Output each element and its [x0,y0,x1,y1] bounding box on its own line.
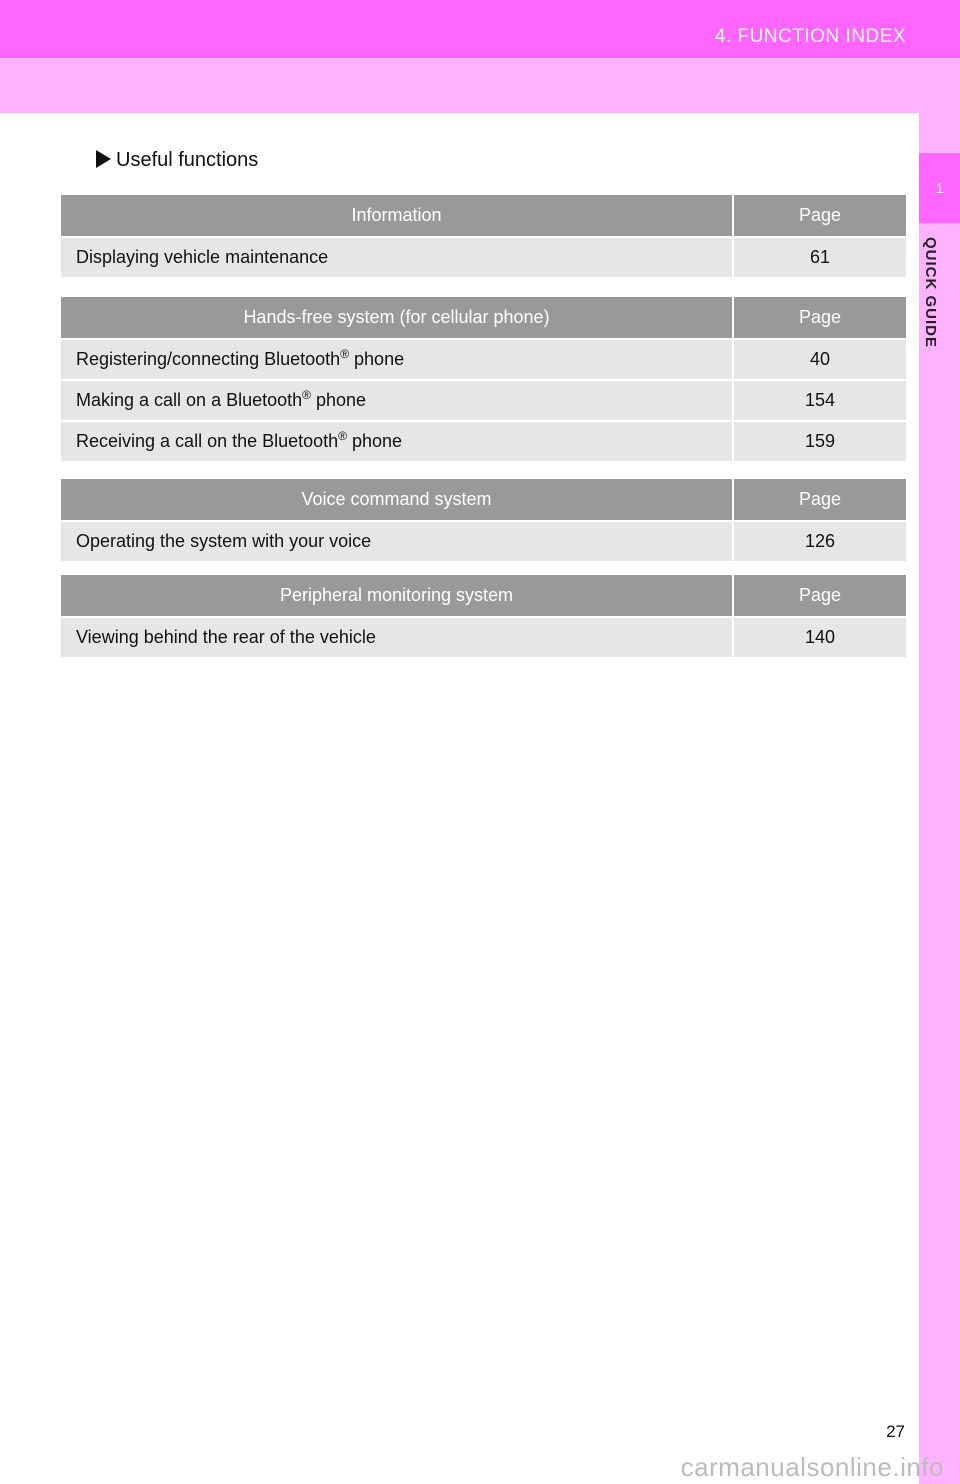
table-row [61,617,906,657]
column-header-function: Hands-free system (for cellular phone) [61,297,733,339]
page-reference: 61 [733,237,906,277]
function-label: Displaying vehicle maintenance [61,237,733,277]
table-header-row [61,479,906,521]
column-header-function: Peripheral monitoring system [61,575,733,617]
page-reference: 140 [733,617,906,657]
column-header-page: Page [733,479,906,521]
triangle-bullet-icon [96,150,111,168]
column-header-page: Page [733,195,906,237]
watermark: carmanualsonline.info [680,1452,944,1482]
section-heading [96,149,258,172]
column-header-page: Page [733,575,906,617]
registered-mark: ® [340,347,350,361]
function-label: Registering/connecting Bluetooth® phone [61,339,733,380]
chapter-tab-label: QUICK GUIDE [922,237,939,349]
table-header-row [61,195,906,237]
table-row [61,421,906,461]
function-tables [61,195,906,657]
registered-mark: ® [302,388,311,402]
table-hands-free [61,297,906,461]
table-row [61,380,906,421]
chapter-tab-number: 1 [935,180,944,196]
table-row [61,237,906,277]
column-header-function: Information [61,195,733,237]
registered-mark: ® [338,429,348,443]
function-label: Viewing behind the rear of the vehicle [61,617,733,657]
page-number: 27 [886,1422,905,1441]
header-sub-band [0,58,960,113]
chapter-title: 4. FUNCTION INDEX [714,26,906,47]
table-row [61,339,906,380]
table-header-row [61,297,906,339]
table-row [61,521,906,561]
table-information [61,195,906,277]
page-reference: 40 [733,339,906,380]
page-reference: 126 [733,521,906,561]
table-peripheral-monitoring [61,575,906,657]
column-header-function: Voice command system [61,479,733,521]
function-label: Operating the system with your voice [61,521,733,561]
page-reference: 154 [733,380,906,421]
page-reference: 159 [733,421,906,461]
function-label: Receiving a call on the Bluetooth® phone [61,421,733,461]
table-header-row [61,575,906,617]
table-voice-command [61,479,906,561]
column-header-page: Page [733,297,906,339]
function-label: Making a call on a Bluetooth® phone [61,380,733,421]
section-heading-text: Useful functions [116,149,259,171]
